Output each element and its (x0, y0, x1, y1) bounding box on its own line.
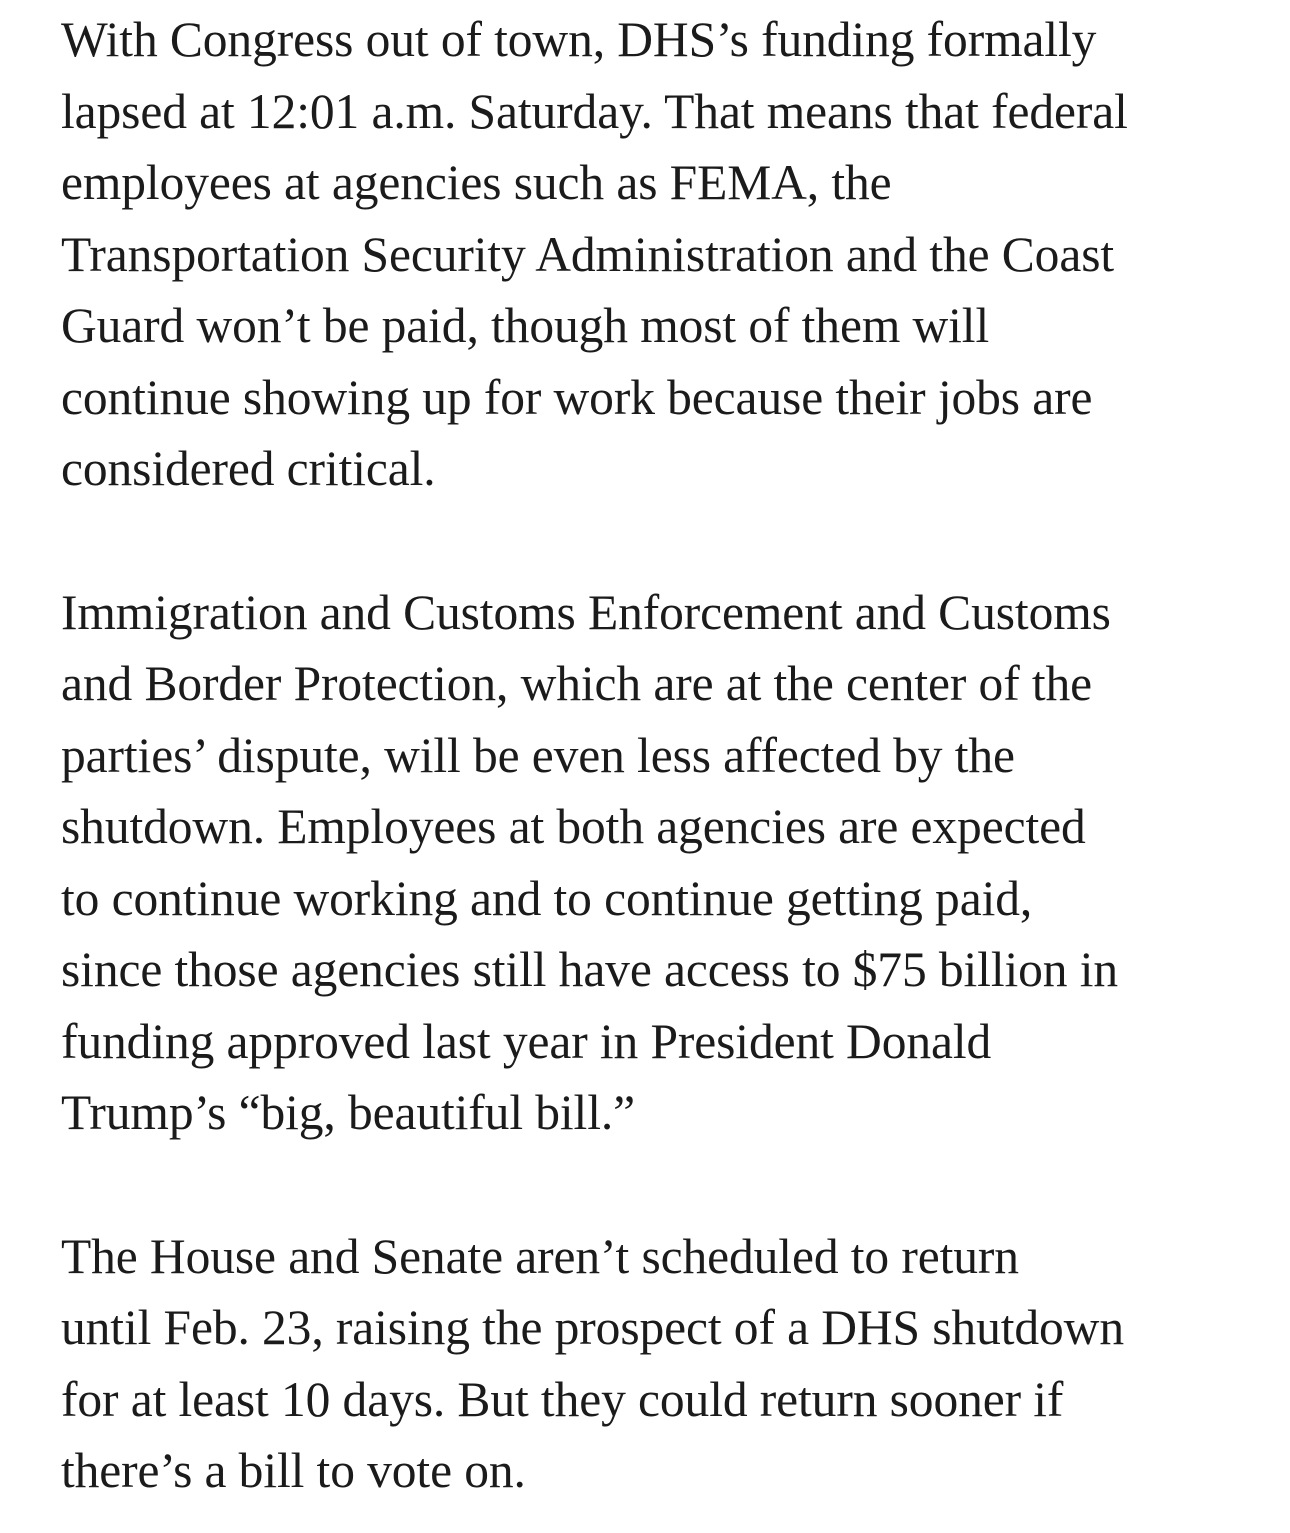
paragraph-line: With Congress out of town, DHS’s funding formally (61, 12, 1097, 67)
paragraph-line: shutdown. Employees at both agencies are expected (61, 799, 1086, 854)
paragraph-line: continue showing up for work because their jobs are (61, 369, 1093, 425)
paragraph-line: The House and Senate aren’t scheduled to return (61, 1228, 1019, 1284)
paragraph-line: considered critical. (61, 441, 436, 496)
article-paragraph-1 (61, 4, 1246, 505)
paragraph-line: Trump’s “big, beautiful bill.” (61, 1085, 636, 1140)
paragraph-line: for at least 10 days. But they could return sooner if (61, 1371, 1064, 1427)
paragraph-line: until Feb. 23, raising the prospect of a DHS shutdown (61, 1300, 1124, 1355)
article-paragraph-3 (61, 1221, 1246, 1507)
paragraph-line: there’s a bill to vote on. (61, 1443, 526, 1498)
paragraph-line: Guard won’t be paid, though most of them will (61, 298, 990, 353)
paragraph-line: lapsed at 12:01 a.m. Saturday. That means that federal (61, 83, 1128, 139)
paragraph-line: funding approved last year in President Donald (61, 1013, 992, 1069)
paragraph-line: to continue working and to continue getting paid, (61, 870, 1033, 926)
article-paragraph-2 (61, 577, 1246, 1149)
paragraph-line: employees at agencies such as FEMA, the (61, 155, 892, 210)
paragraph-line: parties’ dispute, will be even less affected by the (61, 727, 1015, 783)
article-body (61, 4, 1246, 1507)
paragraph-line: since those agencies still have access to $75 billion in (61, 942, 1119, 997)
paragraph-line: Transportation Security Administration and the Coast (61, 226, 1115, 282)
paragraph-line: Immigration and Customs Enforcement and Customs (61, 584, 1111, 640)
paragraph-line: and Border Protection, which are at the center of the (61, 656, 1093, 711)
